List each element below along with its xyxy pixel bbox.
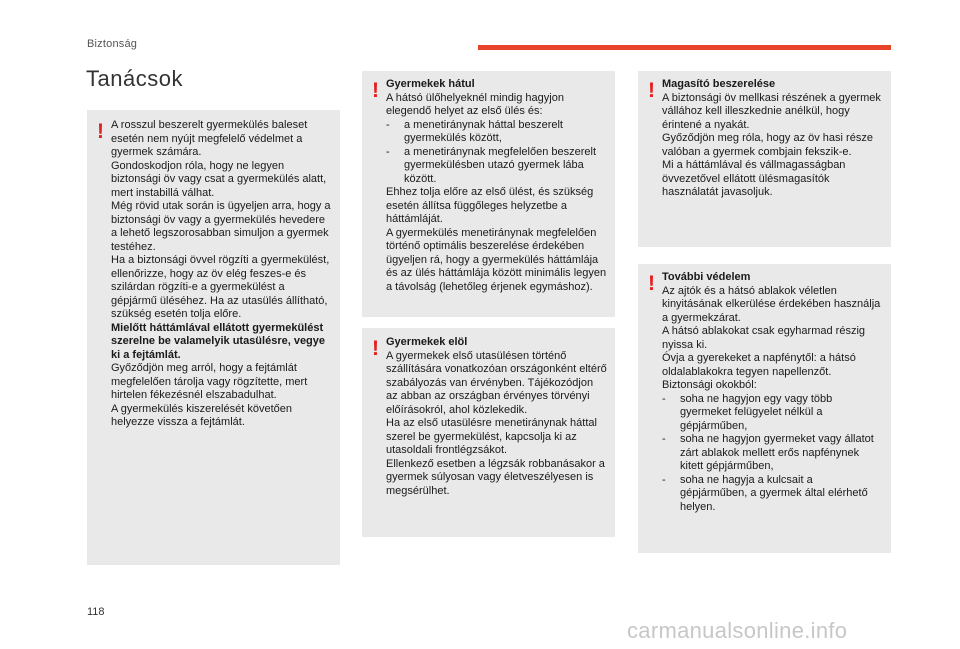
left-line-3: Még rövid utak során is ügyeljen arra, hogy a biztonsági öv vagy a gyermekülés hevedere a lehető legszorosabban simuljon a gyermek testéhez. [111,200,331,253]
list-item: - soha ne hagyja a kulcsait a gépjárműben, a gyermek által elérhető helyen. [662,473,868,513]
warning-box-left [87,110,340,565]
warning-box-front [362,328,615,537]
list-item: - soha ne hagyjon egy vagy több gyermeket felügyelet nélkül a gépjárműben, [662,392,833,432]
front-line-2: Ha az első utasülésre menetiránynak háttal szerel be gyermekülést, kapcsolja ki az utasoldali frontlégzsákot. [386,417,597,456]
protection-line-3: Óvja a gyerekeket a napfénytől: a hátsó oldalablakokra tegyen napellenzőt. [662,352,856,378]
front-line-1: A gyermekek első utasülésen történő szállítására vonatkozóan országonként eltérő szabályozás van érvényben. Tájékozódjon az abban az országban érvényes törvényi előírásokról, ahol közlekedik. [386,349,607,416]
warning-icon: ! [648,272,655,295]
warning-box-rear [362,71,615,317]
warning-icon: ! [372,337,379,360]
booster-title: Magasító beszerelése [662,78,776,90]
rear-after-1: Ehhez tolja előre az első ülést, és szükség esetén állítsa függőleges helyzetbe a háttámláját. [386,186,594,225]
left-after-2: A gyermekülés kiszerelését követően helyezze vissza a fejtámlát. [111,402,292,428]
warning-box-protection [638,264,891,553]
rear-after-2: A gyermekülés menetiránynak megfelelően történő optimális beszerelése érdekében ügyeljen rá, hogy a gyermekülés háttámlája és az ülés háttámlája között minimális legyen a távolság (lehetőleg érjenek egymáshoz). [386,226,607,293]
left-line-4: Ha a biztonsági övvel rögzíti a gyermekülést, ellenőrizze, hogy az öv elég feszes-e és szilárdan rögzíti-e a gyermekülést a gépjármű üléséhez. Ha az utasülés állítható, szükség esetén tolja előre. [111,254,330,320]
protection-line-4: Biztonsági okokból: [662,379,757,391]
protection-line-1: Az ajtók és a hátsó ablakok véletlen kinyitásának elkerülése érdekében használja a gyermekzárat. [662,284,881,324]
section-label: Biztonság [87,38,138,50]
list-item: - a menetiránynak háttal beszerelt gyermekülés között, [386,118,563,144]
list-item: - soha ne hagyjon gyermeket vagy állatot zárt ablakok mellett erős napfénynek kitett gépjárműben, [662,433,874,472]
warning-box-booster [638,71,891,247]
page-title: Tanácsok [86,66,183,91]
section-rule [478,45,891,50]
rear-title: Gyermekek hátul [386,78,475,90]
warning-icon: ! [97,120,104,143]
warning-icon: ! [648,79,655,102]
protection-title: További védelem [662,271,751,283]
left-bold-note: Mielőtt háttámlával ellátott gyermekülést szerelne be valamelyik utasülésre, vegye ki a fejtámlát. [111,321,326,361]
booster-line-1: A biztonsági öv mellkasi részének a gyermek vállához kell illeszkednie anélkül, hogy érintené a nyakát. [662,91,881,131]
page-number: 118 [87,606,105,618]
left-after-1: Győződjön meg arról, hogy a fejtámlát megfelelően tárolja vagy rögzítette, mert hirtelen fékezésnél elszabadulhat. [111,362,308,401]
booster-line-2: Győződjön meg róla, hogy az öv hasi része valóban a gyermek combjain fekszik-e. [662,132,873,158]
front-line-3: Ellenkező esetben a légzsák robbanásakor a gyermek súlyosan vagy életveszélyesen is megsérülhet. [386,457,605,497]
protection-line-2: A hátsó ablakokat csak egyharmad részig nyissa ki. [662,325,866,351]
booster-line-3: Mi a háttámlával és vállmagasságban övvezetővel ellátott ülésmagasítók használatát javasoljuk. [662,159,846,198]
rear-intro: A hátsó ülőhelyeknél mindig hagyjon elegendő helyet az első ülés és: [386,91,564,117]
left-line-1: A rosszul beszerelt gyermekülés baleset esetén nem nyújt megfelelő védelmet a gyermek számára. [111,119,308,158]
watermark: carmanualsonline.info [627,618,848,643]
warning-icon: ! [372,79,379,102]
front-title: Gyermekek elöl [386,336,468,348]
left-line-2: Gondoskodjon róla, hogy ne legyen biztonsági öv vagy csat a gyermekülés alatt, mert instabillá válhat. [111,159,327,199]
list-item: - a menetiránynak megfelelően beszerelt gyermekülésben utazó gyermek lába között. [386,145,597,185]
